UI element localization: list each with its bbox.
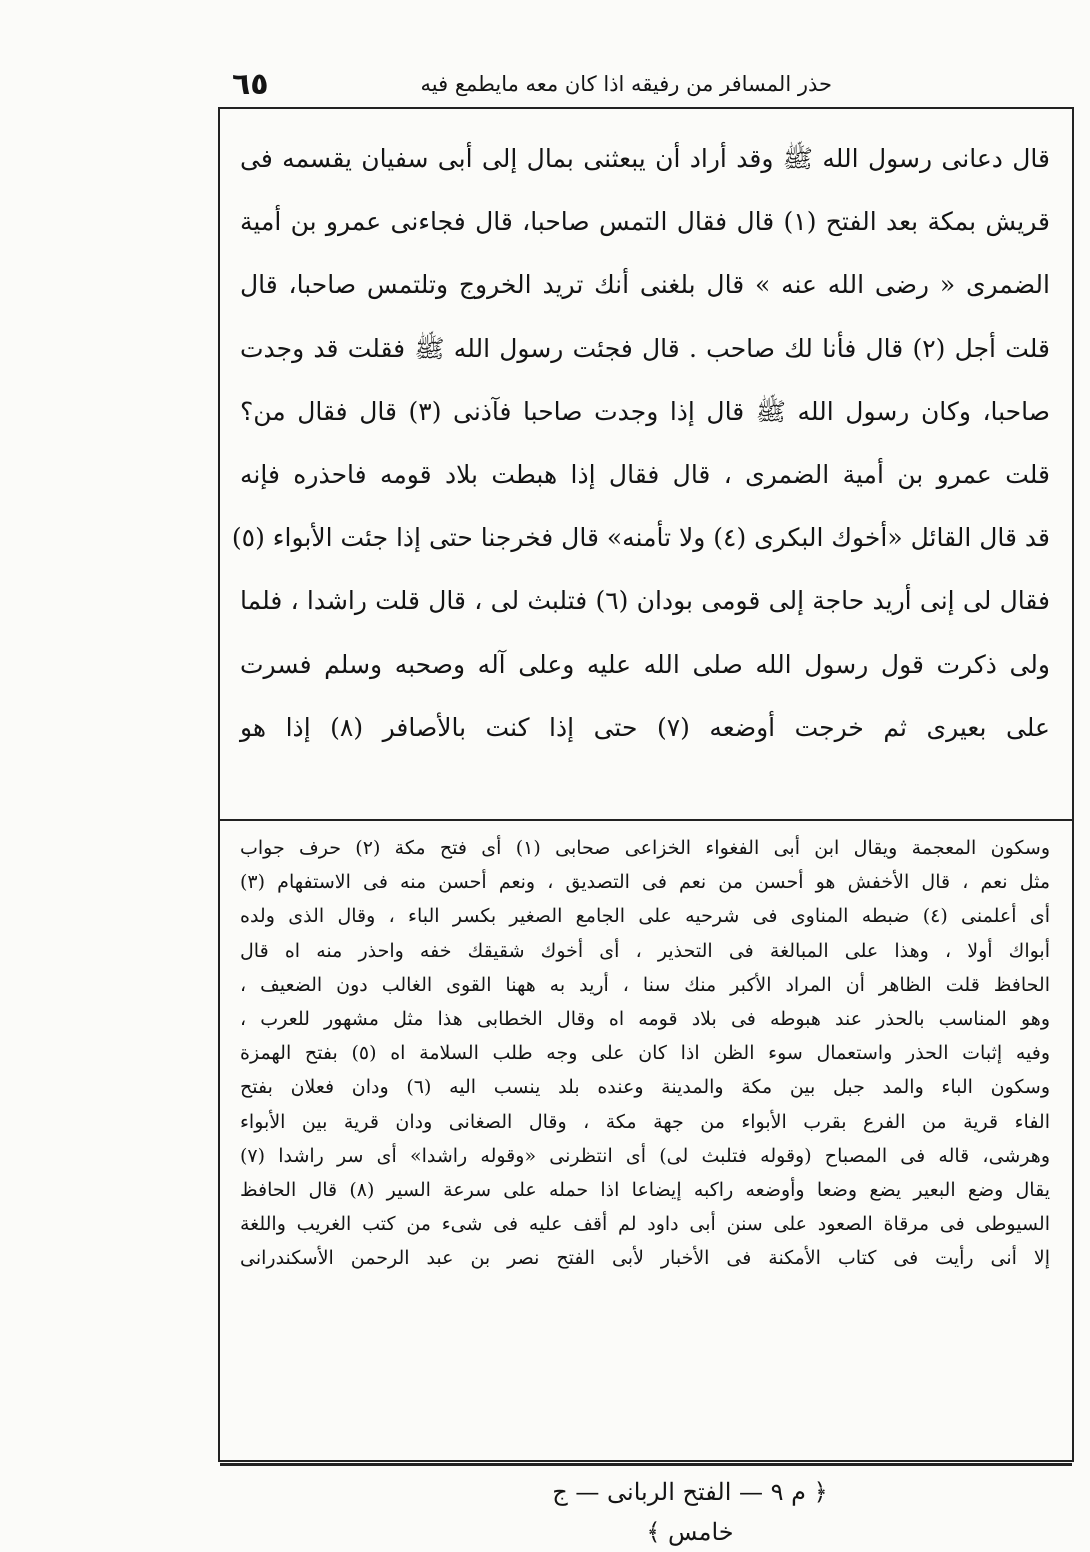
footnote-line: وفيه إثبات الحذر واستعمال سوء الظن اذا كان على وجه طلب السلامة اه (٥) بفتح الهمزة [240,1042,1050,1065]
main-line: قال دعانى رسول الله ﷺ وقد أراد أن يبعثنى بمال إلى أبى سفيان يقسمه فى [240,144,1050,173]
footnote-line: الحافظ قلت الظاهر أن المراد الأكبر منك سنا ، أريد به ههنا القوى الغالب دون الضعيف ، [240,973,1050,996]
footnotes [240,831,1050,1275]
footnote-line: مثل نعم ، قال الأخفش هو أحسن من نعم فى التصديق ، ونعم أحسن منه فى الاستفهام (٣) [240,871,1050,894]
footnote-line: يقال وضع البعير يضع وضعا وأوضعه راكبه إيضاعا اذا حمله على سرعة السير (٨) قال الحافظ [240,1178,1050,1201]
footnote-line: أبواك أولا ، وهذا على المبالغة فى التحذير ، أى أخوك شقيقك خفه واحذر منه اه قال [240,939,1050,962]
footnote-line: وسكون الباء والمد جبل بين مكة والمدينة وعنده بلد ينسب اليه (٦) ودان فعلان بفتح [240,1076,1050,1099]
hadith-text [231,127,1050,759]
footnote-line: وهو المناسب بالحذر عند هبوطه فى بلاد قومه اه وقال الخطابى هذا مثل مشهور للعرب ، [240,1007,1050,1030]
main-line: قريش بمكة بعد الفتح (١) قال فقال التمس صاحبا، قال فجاءنى عمرو بن أمية [240,207,1050,237]
main-line: قد قال القائل «أخوك البكرى (٤) ولا تأمنه» قال فخرجنا حتى إذا جئت الأبواء (٥) [231,523,1050,553]
footnote-line: أى أعلمنى (٤) ضبطه المناوى فى شرحيه على الجامع الصغير بكسر الباء ، وقال الذى ولده [240,905,1050,928]
main-line: قلت عمرو بن أمية الضمرى ، قال فقال إذا هبطت بلاد قومه فاحذره فإنه [240,459,1050,489]
main-line: صاحبا، وكان رسول الله ﷺ قال إذا وجدت صاحبا فآذنى (٣) قال فقال من؟ [240,396,1050,426]
footnote-line: الفاء قرية من الفرع بقرب الأبواء من جهة مكة ، وقال الصغانى ودان قرية بين الأبواء [240,1110,1050,1133]
printer-signature: ﴿ م ٩ — الفتح الربانى — ج خامس ﴾ [552,1478,828,1546]
main-line: الضمرى « رضى الله عنه » قال بلغنى أنك تريد الخروج وتلتمس صاحبا، قال [240,270,1050,300]
main-line: على بعيرى ثم خرجت أوضعه (٧) حتى إذا كنت بالأصافر (٨) إذا هو [240,712,1050,742]
footnote-line: وسكون المعجمة ويقال ابن أبى الفغواء الخزاعى صحابى (١) أى فتح مكة (٢) حرف جواب [240,837,1050,859]
page-number: ٦٥ [232,66,269,102]
main-line: قلت أجل (٢) قال فأنا لك صاحب . قال فجئت رسول الله ﷺ فقلت قد وجدت [240,333,1050,363]
main-line: ولى ذكرت قول رسول الله صلى الله عليه وعلى آله وصحبه وسلم فسرت [240,649,1050,679]
running-head: حذر المسافر من رفيقه اذا كان معه مايطمع فيه [420,72,832,96]
footnote-divider [220,819,1072,821]
text-frame [218,107,1074,1462]
footnote-line: وهرشى، قاله فى المصباح (وقوله فتلبث لى) أى انتظرنى «وقوله راشدا» أى سر راشدا (٧) [240,1144,1050,1167]
footnote-line: السيوطى فى مرقاة الصعود على سنن أبى داود لم أقف عليه فى شىء من كتب الغريب واللغة [240,1213,1050,1236]
footnote-line: إلا أنى رأيت فى كتاب الأمكنة فى الأخبار لأبى الفتح نصر بن عبد الرحمن الأسكندرانى [240,1247,1050,1270]
main-line: فقال لى إنى أريد حاجة إلى قومى بودان (٦) فتلبث لى ، قال قلت راشدا ، فلما [240,586,1050,616]
page-header [232,62,832,106]
